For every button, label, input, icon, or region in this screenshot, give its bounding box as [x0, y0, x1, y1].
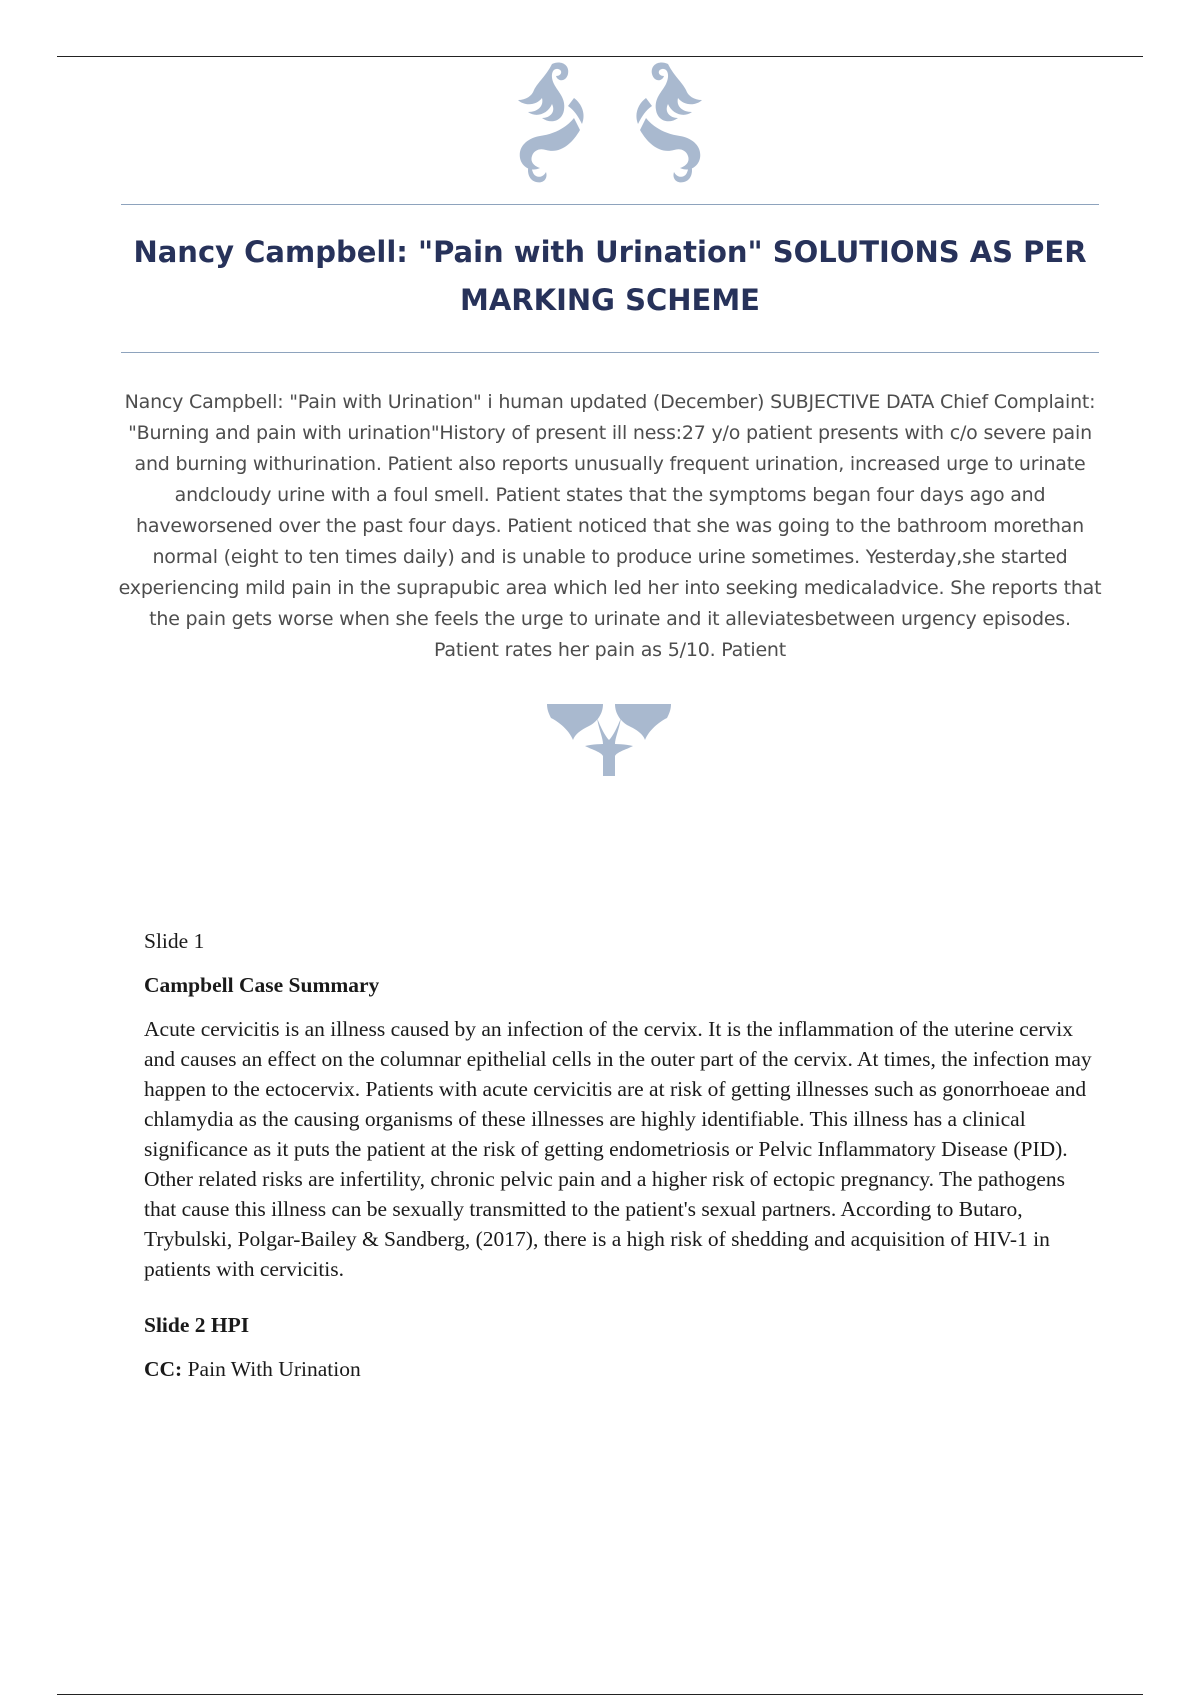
fleuron-icon [545, 700, 673, 780]
document-body [144, 926, 1094, 1384]
slide-1-label: Slide 1 [144, 929, 205, 953]
chief-complaint-line [144, 1354, 1094, 1384]
case-summary-paragraph: Acute cervicitis is an illness caused by an infection of the cervix. It is the inflammation of the uterine cervix and causes an effect on the columnar epithelial cells in the outer part of the cervix. At times, the infection may happen to the ectocervix. Patients with acute cervicitis are at risk of getting illnesses such as gonorrhoeae and chlamydia as the causing organisms of these illnesses are highly identifiable. This illness has a clinical significance as it puts the patient at the risk of getting endometriosis or Pelvic Inflammatory Disease (PID). Other related risks are infertility, chronic pelvic pain and a higher risk of ectopic pregnancy. The pathogens that cause this illness can be sexually transmitted to the patient's sexual partners. According to Butaro, Trybulski, Polgar-Bailey & Sandberg, (2017), there is a high risk of shedding and acquisition of HIV-1 in patients with cervicitis. [144, 1017, 1092, 1281]
scroll-flourish-icon [490, 58, 730, 188]
bottom-page-rule [57, 1694, 1143, 1695]
top-page-rule [57, 56, 1143, 57]
slide-2-hpi-heading: Slide 2 HPI [144, 1313, 250, 1337]
chief-complaint-value: Pain With Urination [187, 1357, 361, 1381]
subjective-data-summary: Nancy Campbell: "Pain with Urination" i human updated (December) SUBJECTIVE DATA Chief Complaint: "Burning and pain with urination"History of present ill ness:27 y/o patient presents with c/o severe pain and burning withurination. Patient also reports unusually frequent urination, increased urge to urinate andcloudy urine with a foul smell. Patient states that the symptoms began four days ago and haveworsened over the past four days. Patient noticed that she was going to the bathroom morethan normal (eight to ten times daily) and is unable to produce urine sometimes. Yesterday,she started experiencing mild pain in the suprapubic area which led her into seeking medicaladvice. She reports that the pain gets worse when she feels the urge to urinate and it alleviatesbetween urgency episodes. Patient rates her pain as 5/10. Patient [118, 391, 1102, 661]
title-bottom-divider [121, 352, 1099, 353]
document-title: Nancy Campbell: "Pain with Urination" SOLUTIONS AS PER MARKING SCHEME [133, 235, 1087, 317]
chief-complaint-label: CC: [144, 1357, 183, 1381]
title-top-divider [121, 204, 1099, 205]
case-summary-heading: Campbell Case Summary [144, 973, 380, 997]
